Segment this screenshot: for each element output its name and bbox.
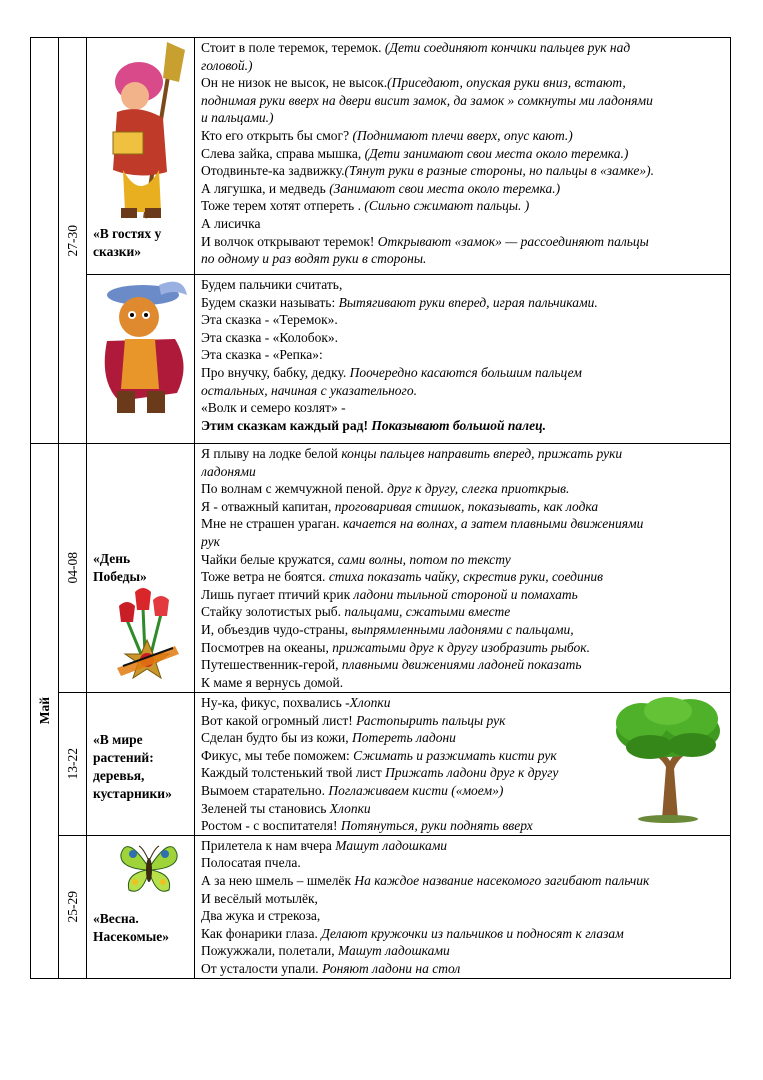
dates-cell	[59, 444, 87, 693]
dates-label: 27-30	[64, 224, 80, 257]
rhyme-line: Полосатая пчела.	[201, 855, 301, 871]
table-row	[31, 693, 731, 836]
dates-cell	[59, 693, 87, 836]
rhyme-line: Эта сказка - «Теремок».	[201, 312, 338, 328]
dates-label: 04-08	[64, 552, 80, 584]
rhyme-line: Стайку золотистых рыб. пальцами, сжатыми вместе	[201, 604, 511, 620]
rhyme-cell	[195, 444, 731, 693]
rhyme-line: А за нею шмель – шмелёк На каждое название насекомого загибают пальчик	[201, 872, 650, 888]
rhyme-line: Пожужжали, полетали, Машут ладошками	[201, 943, 450, 959]
rhyme-line: Эта сказка - «Колобок».	[201, 329, 339, 345]
topic-title: «День Победы»	[93, 551, 147, 584]
rhyme-line: И, объездив чудо-страны, выпрямленными ладонями с пальцами,	[201, 621, 574, 637]
rhyme-block-pchela	[195, 836, 730, 978]
topic-cell	[87, 693, 195, 836]
puss-in-boots-icon	[99, 281, 193, 419]
rhyme-line: Ростом - с воспитателя! Потянуться, руки поднять вверх	[201, 818, 533, 834]
table-row	[31, 444, 731, 693]
rhyme-cell	[195, 275, 731, 444]
rhyme-line: Эта сказка - «Репка»:	[201, 347, 323, 363]
rhyme-line: остальных, начиная с указательного.	[201, 382, 417, 398]
rhyme-block-teremok	[195, 38, 730, 268]
topic-title: «В гостях у сказки»	[93, 226, 162, 259]
butterfly-icon	[117, 838, 181, 898]
rhyme-line: Вот какой огромный лист! Растопырить пальцы рук	[201, 712, 506, 728]
topic-cell	[87, 835, 195, 978]
witch-with-broom-icon	[101, 42, 189, 224]
rhyme-line: Путешественник-герой, плавными движениями ладоней показать	[201, 657, 582, 673]
tree-icon	[610, 697, 726, 823]
topic-cell	[87, 444, 195, 693]
rhyme-line: Посмотрев на океаны, прижатыми друг к другу изобразить рыбок.	[201, 639, 590, 655]
rhyme-cell	[195, 835, 731, 978]
table-row	[31, 835, 731, 978]
rhyme-line: «Волк и семеро козлят» -	[201, 400, 346, 416]
rhyme-line: Зеленей ты становись Хлопки	[201, 800, 371, 816]
dates-cell	[59, 38, 87, 444]
rhyme-line: Он не низок не высок, не высок.(Приседают, опуская руки вниз, встают,	[201, 75, 626, 91]
rhyme-line: Стоит в поле теремок, теремок. (Дети соединяют кончики пальцев рук над	[201, 40, 631, 55]
rhyme-line: И весёлый мотылёк,	[201, 890, 318, 906]
rhyme-line: Сделан будто бы из кожи, Потереть ладони	[201, 730, 456, 746]
topic-title: «В мире растений: деревья, кустарники»	[93, 732, 172, 801]
rhyme-line: Будем сказки называть: Вытягивают руки вперед, играя пальчиками.	[201, 294, 598, 310]
rhyme-line: Тоже ветра не боятся. стиха показать чайку, скрестив руки, соединив	[201, 569, 604, 585]
rhyme-line: Ну-ка, фикус, похвались -Хлопки	[201, 695, 391, 710]
rhyme-line: Каждый толстенький твой лист Прижать ладони друг к другу	[201, 765, 559, 781]
rhyme-line: Тоже терем хотят отпереть . (Сильно сжимают пальцы. )	[201, 198, 530, 214]
month-cell	[31, 444, 59, 979]
rhyme-cell	[195, 693, 731, 836]
rhyme-line: Вымоем старательно. Поглаживаем кисти («моем»)	[201, 782, 504, 798]
rhyme-line: Я плыву на лодке белой концы пальцев направить вперед, прижать руки	[201, 446, 623, 461]
rhyme-block-lodka	[195, 444, 730, 691]
lesson-plan-table	[30, 37, 731, 979]
rhyme-line: А лягушка, и медведь (Занимают свои места около теремка.)	[201, 180, 561, 196]
topic-title: «Весна. Насекомые»	[93, 910, 169, 944]
rhyme-line: Лишь пугает птичий крик ладони тыльной стороной и помахать	[201, 586, 578, 602]
rhyme-line: и пальцами.)	[201, 110, 274, 126]
topic-cell	[87, 38, 195, 275]
rhyme-line: головой.)	[201, 57, 253, 73]
dates-label: 25-29	[64, 890, 80, 923]
rhyme-block-skazki	[195, 275, 730, 434]
rhyme-line: Будем пальчики считать,	[201, 277, 343, 292]
rhyme-line: Как фонарики глаза. Делают кружочки из пальчиков и подносят к глазам	[201, 925, 624, 941]
dates-label: 13-22	[64, 748, 80, 780]
table-row	[31, 275, 731, 444]
rhyme-line: Про внучку, бабку, дедку. Поочередно касаются большим пальцем	[201, 364, 582, 380]
rhyme-cell	[195, 38, 731, 275]
rhyme-line: Прилетела к нам вчера Машут ладошками	[201, 837, 448, 853]
rhyme-line: Слева зайка, справа мышка, (Дети занимают свои места около теремка.)	[201, 145, 629, 161]
rhyme-line: К маме я вернусь домой.	[201, 674, 344, 690]
table-row	[31, 38, 731, 275]
rhyme-line: Фикус, мы тебе поможем: Сжимать и разжимать кисти рук	[201, 747, 557, 763]
tulips-with-order-icon	[113, 584, 181, 680]
rhyme-line: А лисичка	[201, 215, 261, 231]
rhyme-line: Отодвиньте-ка задвижку.(Тянут руки в разные стороны, но пальцы в «замке»).	[201, 163, 654, 179]
rhyme-line: ладонями	[201, 463, 256, 479]
rhyme-line: по одному и раз водят руки в стороны.	[201, 251, 427, 267]
rhyme-line: Я - отважный капитан, проговаривая стишок, показывать, как лодка	[201, 498, 599, 514]
rhyme-line: Этим сказкам каждый рад! Показывают большой палец.	[201, 417, 546, 433]
rhyme-line: От усталости упали. Роняют ладони на стол	[201, 960, 461, 976]
topic-cell	[87, 275, 195, 444]
rhyme-line: И волчок открывают теремок! Открывают «замок» — рассоединяют пальцы	[201, 233, 649, 249]
rhyme-line: Мне не страшен ураган. качается на волнах, а затем плавными движениями	[201, 516, 644, 532]
rhyme-line: По волнам с жемчужной пеной. друг к другу, слегка приоткрыв.	[201, 481, 570, 497]
month-label: Май	[36, 697, 52, 725]
rhyme-line: Чайки белые кружатся, сами волны, потом по тексту	[201, 551, 511, 567]
month-cell-empty	[31, 38, 59, 444]
rhyme-line: рук	[201, 533, 220, 549]
rhyme-line: Два жука и стрекоза,	[201, 908, 321, 924]
rhyme-line: Кто его открыть бы смог? (Поднимают плечи вверх, опус кают.)	[201, 127, 573, 143]
rhyme-line: поднимая руки вверх на двери висит замок, да замок » сомкнуты ми ладонями	[201, 92, 653, 108]
dates-cell	[59, 835, 87, 978]
